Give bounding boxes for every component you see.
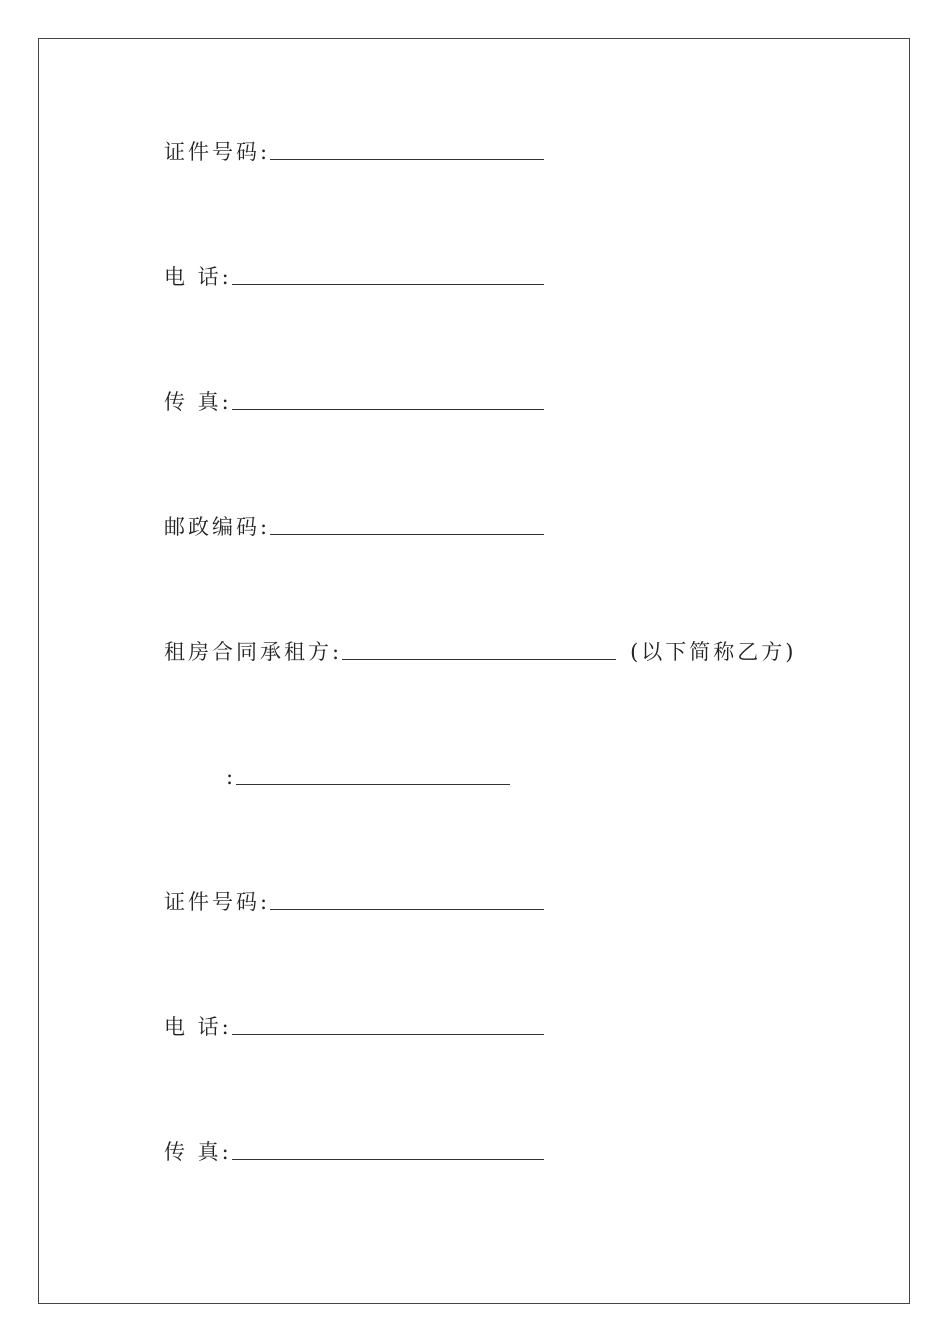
fax-label: 传 真: [164, 1140, 232, 1164]
fax-label: 传 真: [164, 390, 232, 414]
lessee-suffix: (以下简称乙方) [630, 640, 797, 664]
phone-blank[interactable] [232, 1034, 544, 1035]
phone-label: 电 话: [164, 1015, 232, 1039]
postal-code-blank[interactable] [270, 534, 544, 535]
phone-label: 电 话: [164, 265, 232, 289]
lessee-blank[interactable] [342, 659, 616, 660]
lessee-label: 租房合同承租方: [164, 640, 343, 664]
field-postal-code [164, 509, 544, 539]
page-border [38, 38, 910, 1304]
fax-blank[interactable] [232, 1159, 544, 1160]
field-fax-2 [164, 1134, 544, 1164]
field-id-number-1 [164, 134, 544, 164]
id-number-blank[interactable] [270, 159, 544, 160]
id-number-label: 证件号码: [164, 140, 271, 164]
fax-blank[interactable] [232, 409, 544, 410]
phone-blank[interactable] [232, 284, 544, 285]
field-id-number-2 [164, 884, 544, 914]
id-number-label: 证件号码: [164, 890, 271, 914]
unlabeled-blank[interactable] [236, 784, 510, 785]
field-unlabeled [226, 759, 510, 789]
field-phone-2 [164, 1009, 544, 1039]
unlabeled-colon: : [226, 765, 237, 789]
id-number-blank[interactable] [270, 909, 544, 910]
field-fax-1 [164, 384, 544, 414]
field-lessee [164, 634, 796, 664]
field-phone-1 [164, 259, 544, 289]
postal-code-label: 邮政编码: [164, 515, 271, 539]
